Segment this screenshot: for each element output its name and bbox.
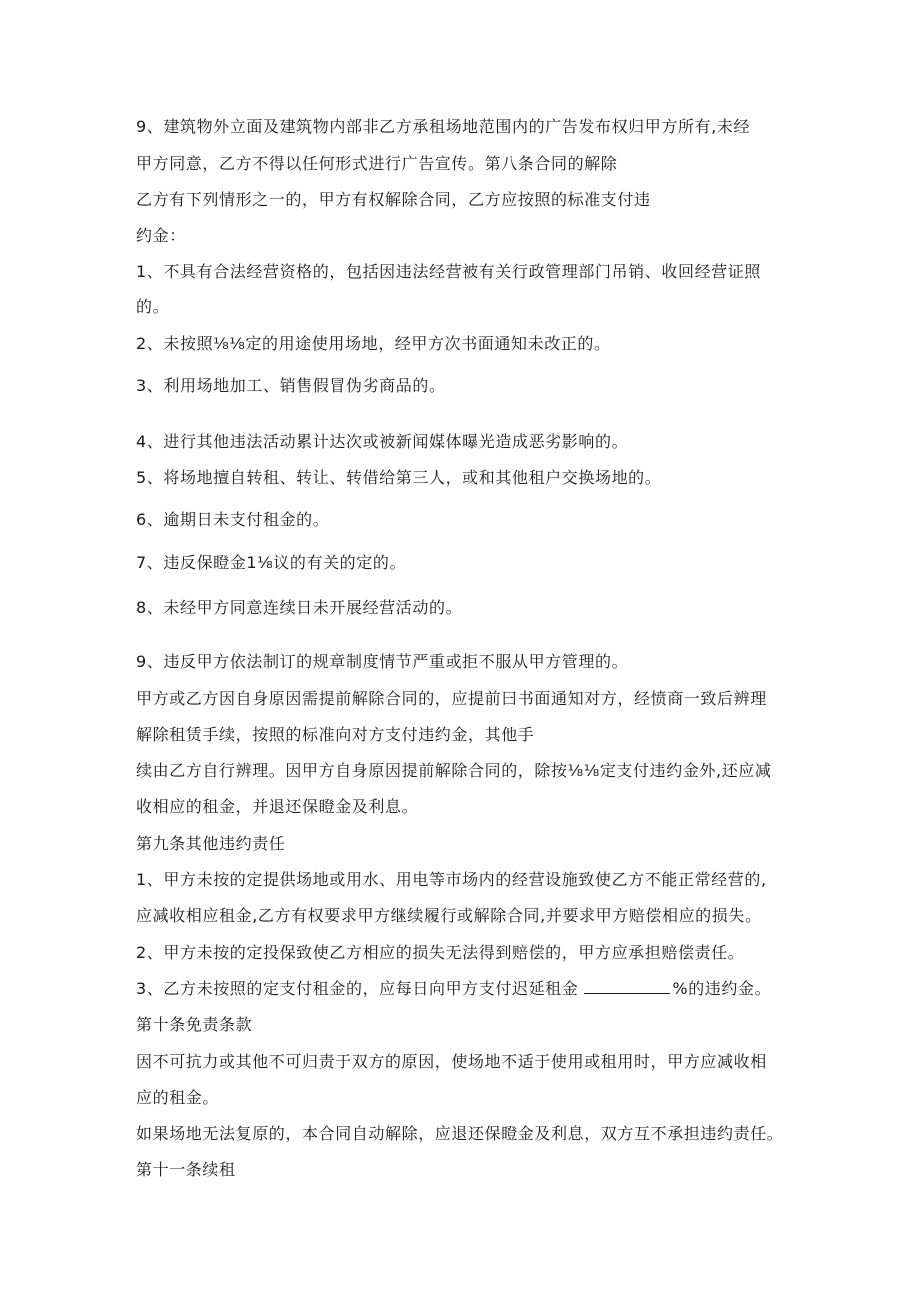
text-line: 乙方有下列情形之一的，甲方有权解除合同，乙方应按照的标准支付违 [136, 190, 651, 209]
text-line: 约金： [136, 226, 186, 245]
blank-fill-line [584, 979, 670, 994]
text-line: 4、进行其他违法活动累计达次或被新闻媒体曝光造成恶劣影响的。 [136, 432, 629, 451]
text-line: 3、利用场地加工、销售假冒伪劣商品的。 [136, 376, 446, 395]
text-line: 8、未经甲方同意连续日未开展经营活动的。 [136, 598, 463, 617]
text-line: 5、将场地擅自转租、转让、转借给第三人，或和其他租户交换场地的。 [136, 468, 662, 487]
text-line: 9、违反甲方依法制订的规章制度情节严重或拒不服从甲方管理的。 [136, 652, 629, 671]
text-line: 解除租赁手续，按照的标准向对方支付违约金，其他手 [136, 725, 535, 744]
text-line: 如果场地无法复原的，本合同自动解除，应退还保瞪金及利息，双方互不承担违约责任。 [136, 1124, 784, 1143]
section-heading: 第十一条续租 [136, 1160, 236, 1179]
text-line: 1、不具有合法经营资格的，包括因违法经营被有关行政管理部门吊销、收回经营证照 [136, 262, 761, 281]
text-line: 9、建筑物外立面及建筑物内部非乙方承租场地范围内的广告发布权归甲方所有,未经 [136, 117, 751, 136]
text-line: 2、甲方未按的定投保致使乙方相应的损失无法得到赔偿的，甲方应承担赔偿责任。 [136, 943, 745, 962]
section-heading: 第十条免责条款 [136, 1015, 253, 1034]
penalty-text-before: 3、乙方未按照的定支付租金的，应每日向甲方支付迟延租金 [136, 979, 579, 998]
text-line: 续由乙方自行辨理。因甲方自身原因提前解除合同的，除按⅛⅛定支付违约金外,还应减 [136, 761, 772, 780]
text-line: 应减收相应租金,乙方有权要求甲方继续履行或解除合同,并要求甲方赔偿相应的损失。 [136, 906, 762, 925]
text-line: 收相应的租金，并退还保瞪金及利息。 [136, 797, 419, 816]
text-line: 甲方或乙方因自身原因需提前解除合同的，应提前曰书面通知对方，经愤商一致后辨理 [136, 689, 767, 708]
penalty-clause-line [136, 979, 771, 999]
text-line: 甲方同意，乙方不得以任何形式进行广告宣传。第八条合同的解除 [136, 154, 618, 173]
text-line: 的。 [136, 297, 170, 316]
text-line: 应的租金。 [136, 1088, 220, 1107]
section-heading: 第九条其他违约责任 [136, 834, 286, 853]
text-line: 7、违反保瞪金1⅛议的有关的定的。 [136, 553, 407, 572]
text-line: 2、未按照⅛⅛定的用途使用场地，经甲方次书面通知未改正的。 [136, 334, 611, 353]
text-line: 6、逾期日未支付租金的。 [136, 510, 330, 529]
text-line: 1、甲方未按的定提供场地或用水、用电等市场内的经营设施致使乙方不能正常经营的, [136, 870, 767, 889]
penalty-text-after: %的违约金。 [672, 979, 772, 998]
text-line: 因不可抗力或其他不可归责于双方的原因，使场地不适于使用或租用时，甲方应减收相 [136, 1052, 767, 1071]
